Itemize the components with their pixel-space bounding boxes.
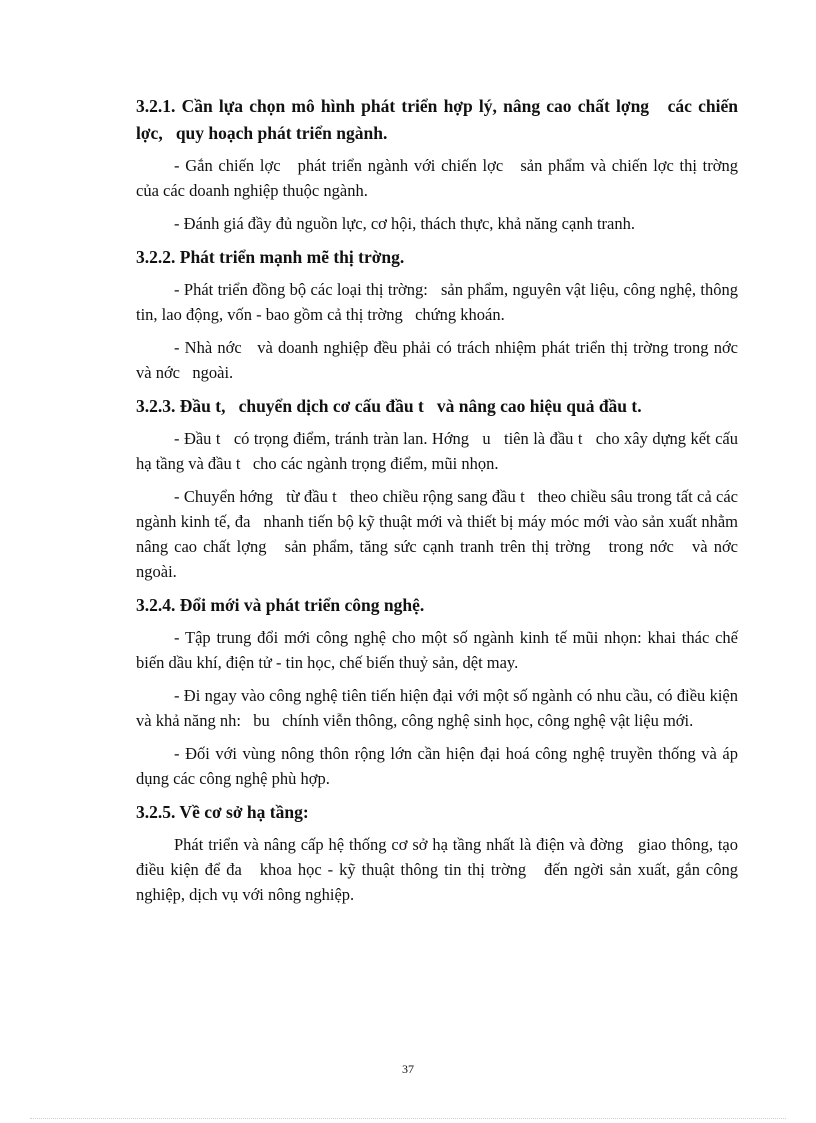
paragraph: - Đầu t có trọng điểm, tránh tràn lan. Hớng u tiên là đầu t cho xây dựng kết cấu hạ tầng và đầu t cho các ngành trọng điểm, mũi nhọn. [136, 429, 743, 473]
section-3-2-3 [136, 393, 751, 584]
paragraph: - Đối với vùng nông thôn rộng lớn cần hiện đại hoá công nghệ truyền thống và áp dụng các công nghệ phù hợp. [136, 744, 743, 788]
paragraph: - Phát triển đồng bộ các loại thị trờng: sản phẩm, nguyên vật liệu, công nghệ, thông tin, lao động, vốn - bao gồm cả thị trờng chứng khoán. [136, 280, 743, 324]
section-heading: 3.2.2. Phát triển mạnh mẽ thị trờng. [136, 247, 405, 267]
section-3-2-2 [136, 244, 751, 385]
paragraph: - Nhà nớc và doanh nghiệp đều phải có trách nhiệm phát triển thị trờng trong nớc và nớc ngoài. [136, 338, 751, 382]
page-number: 37 [402, 1062, 414, 1076]
section-heading: 3.2.4. Đổi mới và phát triển công nghệ. [136, 595, 425, 615]
paragraph: - Chuyển hớng từ đầu t theo chiều rộng sang đầu t theo chiều sâu trong tất cả các ngành kinh tế, đa nhanh tiến bộ kỹ thuật mới và thiết bị máy móc mới vào sản xuất nhằm nâng cao chất lợng sản phẩm, tăng sức cạnh tranh trên thị trờng trong nớc và nớc ngoài. [136, 487, 751, 581]
paragraph: - Tập trung đổi mới công nghệ cho một số ngành kinh tế mũi nhọn: khai thác chế biến dầu khí, điện tử - tin học, chế biến thuỷ sản, dệt may. [136, 628, 743, 672]
page-bottom-divider [30, 1118, 786, 1119]
section-3-2-5 [136, 799, 743, 907]
paragraph: Phát triển và nâng cấp hệ thống cơ sở hạ tầng nhất là điện và đờng giao thông, tạo điều kiện để đa khoa học - kỹ thuật thông tin thị trờng đến ngời sản xuất, gắn công nghiệp, dịch vụ với nông nghiệp. [136, 835, 743, 904]
section-3-2-4 [136, 592, 743, 791]
section-heading: 3.2.1. Cần lựa chọn mô hình phát triển hợp lý, nâng cao chất lợng các chiến lợc, quy hoạch phát triển ngành. [136, 96, 743, 143]
paragraph: - Đánh giá đầy đủ nguồn lực, cơ hội, thách thực, khả năng cạnh tranh. [174, 214, 635, 233]
paragraph: - Gắn chiến lợc phát triển ngành với chiến lợc sản phẩm và chiến lợc thị trờng của các doanh nghiệp thuộc ngành. [136, 156, 751, 200]
section-3-2-1 [136, 93, 751, 236]
section-heading: 3.2.3. Đầu t, chuyển dịch cơ cấu đầu t và nâng cao hiệu quả đầu t. [136, 396, 642, 416]
section-heading: 3.2.5. Về cơ sở hạ tầng: [136, 802, 309, 822]
document-body [136, 93, 751, 915]
paragraph: - Đi ngay vào công nghệ tiên tiến hiện đại với một số ngành có nhu cầu, có điều kiện và khả năng nh: bu chính viễn thông, công nghệ sinh học, công nghệ vật liệu mới. [136, 686, 743, 730]
